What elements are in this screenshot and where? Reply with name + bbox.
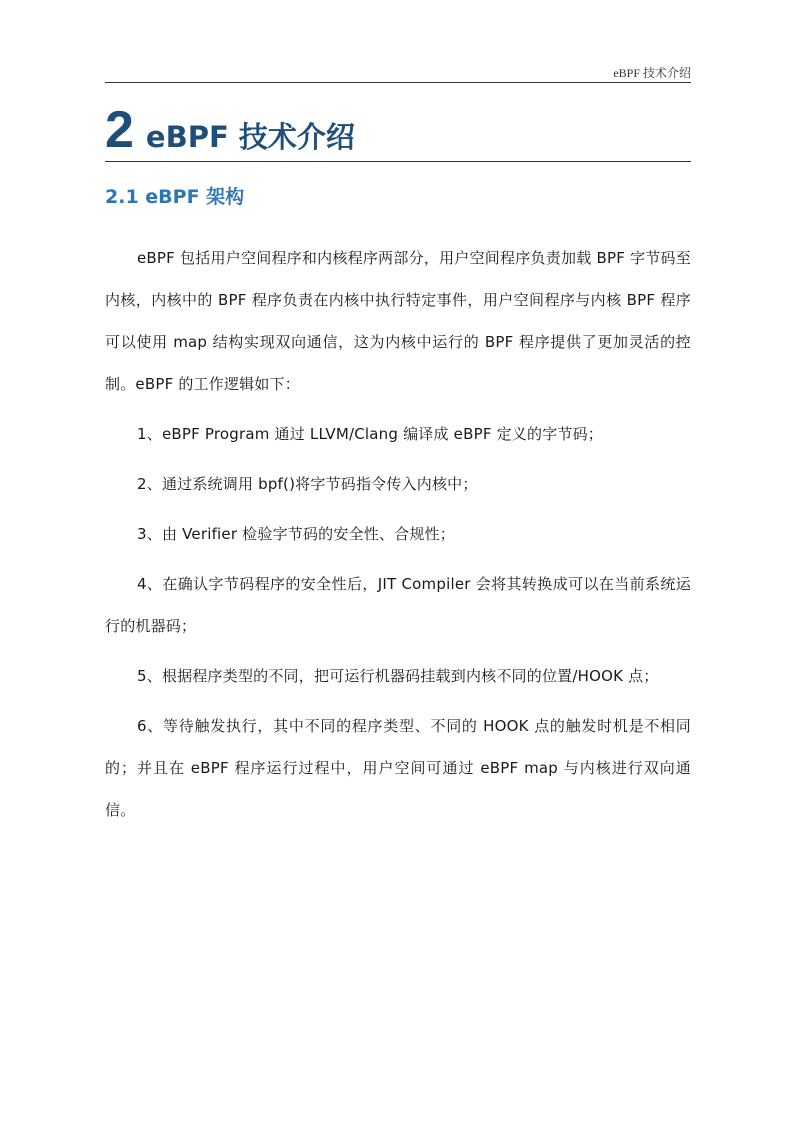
list-item: 1、eBPF Program 通过 LLVM/Clang 编译成 eBPF 定义的字节码； <box>137 425 604 443</box>
chapter-number: 2 <box>105 101 134 159</box>
intro-paragraph: eBPF 包括用户空间程序和内核程序两部分，用户空间程序负责加载 BPF 字节码至内核，内核中的 BPF 程序负责在内核中执行特定事件，用户空间程序与内核 BPF 程序可以使用 map 结构实现双向通信，这为内核中运行的 BPF 程序提供了更加灵活的控制。eBPF 的工作逻辑如下： <box>105 249 691 393</box>
section-title: 2.1 eBPF 架构 <box>105 186 245 208</box>
chapter-heading <box>105 100 691 162</box>
list-item: 3、由 Verifier 检验字节码的安全性、合规性； <box>137 525 455 543</box>
list-item: 5、根据程序类型的不同，把可运行机器码挂载到内核不同的位置/HOOK 点； <box>137 667 659 685</box>
chapter-title: eBPF 技术介绍 <box>145 120 355 154</box>
list-item: 2、通过系统调用 bpf()将字节码指令传入内核中； <box>137 475 478 493</box>
list-item: 4、在确认字节码程序的安全性后，JIT Compiler 会将其转换成可以在当前系统运行的机器码； <box>105 575 691 635</box>
page-header <box>105 62 691 83</box>
list-item: 6、等待触发执行，其中不同的程序类型、不同的 HOOK 点的触发时机是不相同的；并且在 eBPF 程序运行过程中，用户空间可通过 eBPF map 与内核进行双向通信。 <box>105 717 691 819</box>
running-title: eBPF 技术介绍 <box>613 66 691 80</box>
body-text <box>105 237 691 839</box>
